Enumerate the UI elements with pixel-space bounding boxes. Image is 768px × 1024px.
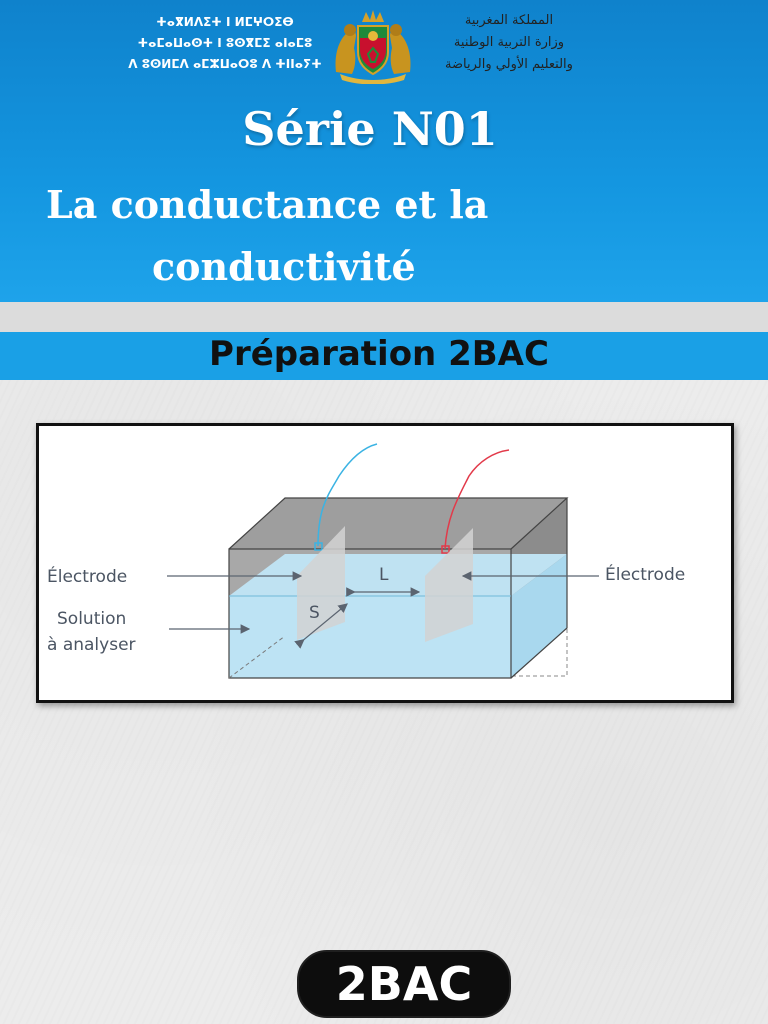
surface-label: S — [309, 603, 320, 623]
solution-surface — [229, 554, 567, 596]
divider-band — [0, 302, 768, 332]
conductance-cell-diagram — [39, 426, 731, 700]
subtitle-line-2: conductivité — [152, 244, 416, 289]
tifinagh-heading — [120, 12, 330, 75]
level-badge: 2BAC — [297, 950, 511, 1018]
preparation-label: Préparation 2BAC — [209, 334, 549, 374]
tank-top-face — [229, 498, 567, 549]
subtitle-line-1: La conductance et la — [46, 182, 489, 227]
coat-of-arms-icon — [330, 8, 416, 84]
electrode-right-label: Électrode — [605, 565, 686, 585]
header-banner — [0, 0, 768, 302]
solution-label-1: Solution — [57, 609, 127, 629]
series-title: Série N01 — [242, 102, 498, 156]
conductance-cell-figure — [36, 423, 734, 703]
tifinagh-line-2: ⵜⴰⵎⴰⵡⴰⵙⵜ ⵏ ⵓⵙⴳⵎⵉ ⴰⵏⴰⵎⵓ — [137, 36, 313, 50]
arabic-line-1: المملكة المغربية — [464, 13, 554, 28]
tifinagh-line-1: ⵜⴰⴳⵍⴷⵉⵜ ⵏ ⵍⵎⵖⵔⵉⴱ — [156, 15, 294, 29]
arabic-line-2: وزارة التربية الوطنية — [453, 35, 565, 50]
solution-label-2: à analyser — [47, 635, 136, 655]
length-label: L — [379, 565, 389, 585]
electrode-left-label: Électrode — [47, 567, 128, 587]
tifinagh-line-3: ⴷ ⵓⵙⵍⵎⴷ ⴰⵎⵣⵡⴰⵔⵓ ⴷ ⵜⵏⵏⴰⵢⵜ — [128, 57, 322, 71]
arabic-heading — [420, 10, 598, 76]
arabic-line-3: والتعليم الأولي والرياضة — [445, 57, 573, 72]
